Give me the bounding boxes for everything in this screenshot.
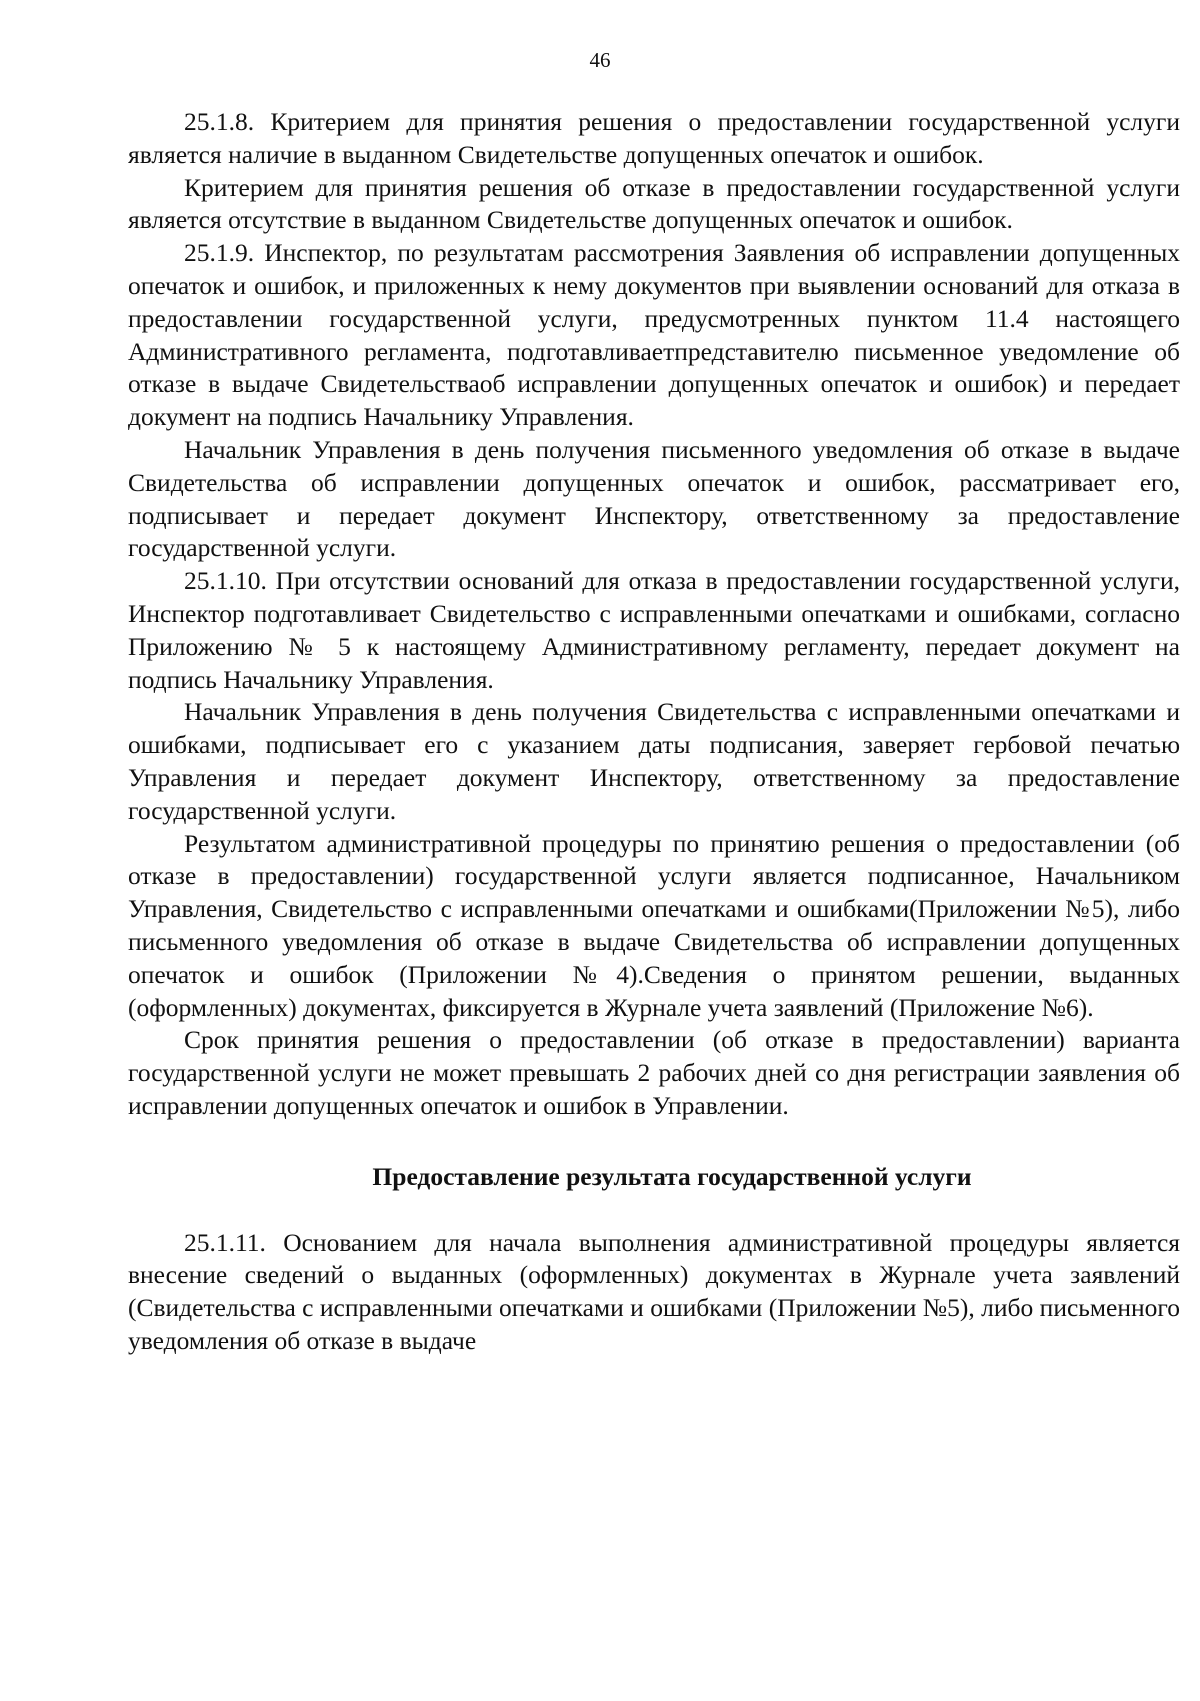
paragraph-25-1-8: 25.1.8. Критерием для принятия решения о предоставлении государственной услуги является наличие в выданном Свидетельстве допущенных опечаток и ошибок. [128, 107, 1180, 169]
paragraph-decision-deadline: Срок принятия решения о предоставлении (об отказе в предоставлении) варианта государственной услуги не может превышать 2 рабочих дней со дня регистрации заявления об исправлении допущенных опечаток и ошибок в Управлении. [128, 1025, 1180, 1120]
page-number: 46 [589, 48, 611, 72]
paragraph-refusal-criterion: Критерием для принятия решения об отказе в предоставлении государственной услуги является отсутствие в выданном Свидетельстве допущенных опечаток и ошибок. [128, 172, 1180, 235]
document-body [128, 106, 1180, 1358]
paragraph-head-review-refusal: Начальник Управления в день получения письменного уведомления об отказе в выдаче Свидетельства об исправлении допущенных опечаток и ошибок, рассматривает его, подписывает и передает документ Инспектору, ответственному за предоставление государственной услуги. [128, 434, 1180, 563]
paragraph-head-signs-certificate: Начальник Управления в день получения Свидетельства с исправленными опечатками и ошибками, подписывает его с указанием даты подписания, заверяет гербовой печатью Управления и передает документ Инспектору, ответственному за предоставление государственной услуги. [128, 697, 1180, 825]
paragraph-procedure-result: Результатом административной процедуры по принятию решения о предоставлении (об отказе в предоставлении) государственной услуги является подписанное, Начальником Управления, Свидетельство с исправленными опечатками и ошибками(Приложении №5), либо письменного уведомления об отказе в выдаче Свидетельства об исправлении допущенных опечаток и ошибок (Приложении №4).Сведения о принятом решении, выданных (оформленных) документах, фиксируется в Журнале учета заявлений (Приложение №6). [128, 828, 1180, 1022]
paragraph-25-1-9: 25.1.9. Инспектор, по результатам рассмотрения Заявления об исправлении допущенных опечаток и ошибок, и приложенных к нему документов при выявлении оснований для отказа в предоставлении государственной услуги, предусмотренных пунктом 11.4 настоящего Административного регламента, подготавливаетпредставителю письменное уведомление об отказе в выдаче Свидетельстваоб исправлении допущенных опечаток и ошибок) и передает документ на подпись Начальнику Управления. [128, 238, 1180, 432]
paragraph-25-1-11: 25.1.11. Основанием для начала выполнения административной процедуры является внесение сведений о выданных (оформленных) документах в Журнале учета заявлений (Свидетельства с исправленными опечатками и ошибками (Приложении №5), либо письменного уведомления об отказе в выдаче [128, 1227, 1180, 1355]
section-heading: Предоставление результата государственной услуги [372, 1161, 972, 1191]
paragraph-25-1-10: 25.1.10. При отсутствии оснований для отказа в предоставлении государственной услуги, Инспектор подготавливает Свидетельство с исправленными опечатками и ошибками, согласно Приложению № 5 к настоящему Административному регламенту, передает документ на подпись Начальнику Управления. [128, 566, 1180, 694]
